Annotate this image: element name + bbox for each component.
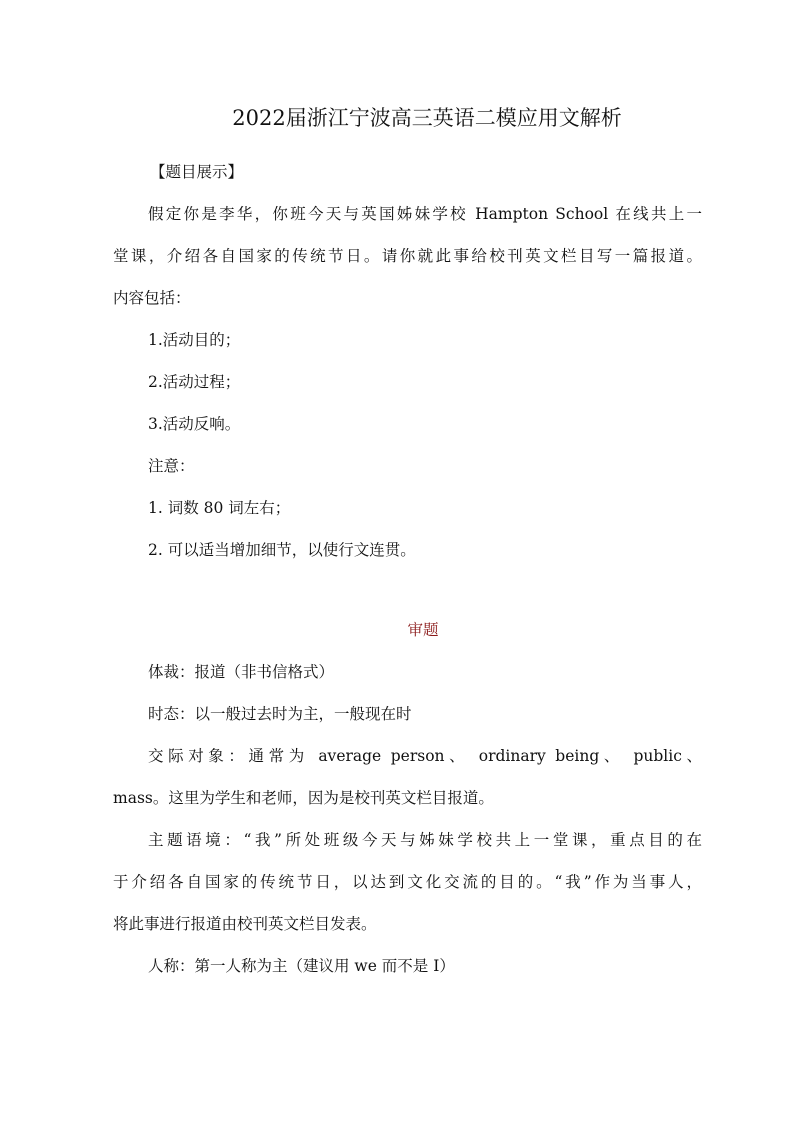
- analysis-audience-line-1: 交际对象：通常为 average person、 ordinary being、 public、: [148, 747, 702, 765]
- analysis-context-line-2: 于介绍各自国家的传统节日，以达到文化交流的目的。“我”作为当事人，: [113, 873, 702, 891]
- analysis-genre: 体裁：报道（非书信格式）: [148, 663, 335, 681]
- task-prompt-line-2: 堂课，介绍各自国家的传统节日。请你就此事给校刊英文栏目写一篇报道。: [113, 247, 702, 265]
- notes-label: 注意：: [148, 457, 195, 475]
- task-prompt-line-3: 内容包括：: [113, 289, 191, 307]
- note-item: 2. 可以适当增加细节，以使行文连贯。: [148, 541, 416, 559]
- task-section-label: 【题目展示】: [150, 163, 244, 181]
- analysis-tense: 时态：以一般过去时为主，一般现在时: [148, 705, 412, 723]
- analysis-person: 人称：第一人称为主（建议用 we 而不是 I）: [148, 957, 455, 975]
- analysis-context-line-1: 主题语境：“我”所处班级今天与姊妹学校共上一堂课，重点目的在: [148, 831, 702, 849]
- analysis-heading: 审题: [407, 621, 439, 639]
- analysis-audience-line-2: mass。这里为学生和老师，因为是校刊英文栏目报道。: [113, 789, 494, 807]
- task-item: 1.活动目的；: [148, 331, 241, 349]
- document-title: 2022届浙江宁波高三英语二模应用文解析: [232, 106, 622, 130]
- task-item: 3.活动反响。: [148, 415, 241, 433]
- analysis-context-line-3: 将此事进行报道由校刊英文栏目发表。: [113, 915, 377, 933]
- task-prompt-line-1: 假定你是李华，你班今天与英国姊妹学校 Hampton School 在线共上一: [148, 205, 702, 223]
- note-item: 1. 词数 80 词左右；: [148, 499, 291, 517]
- task-item: 2.活动过程；: [148, 373, 241, 391]
